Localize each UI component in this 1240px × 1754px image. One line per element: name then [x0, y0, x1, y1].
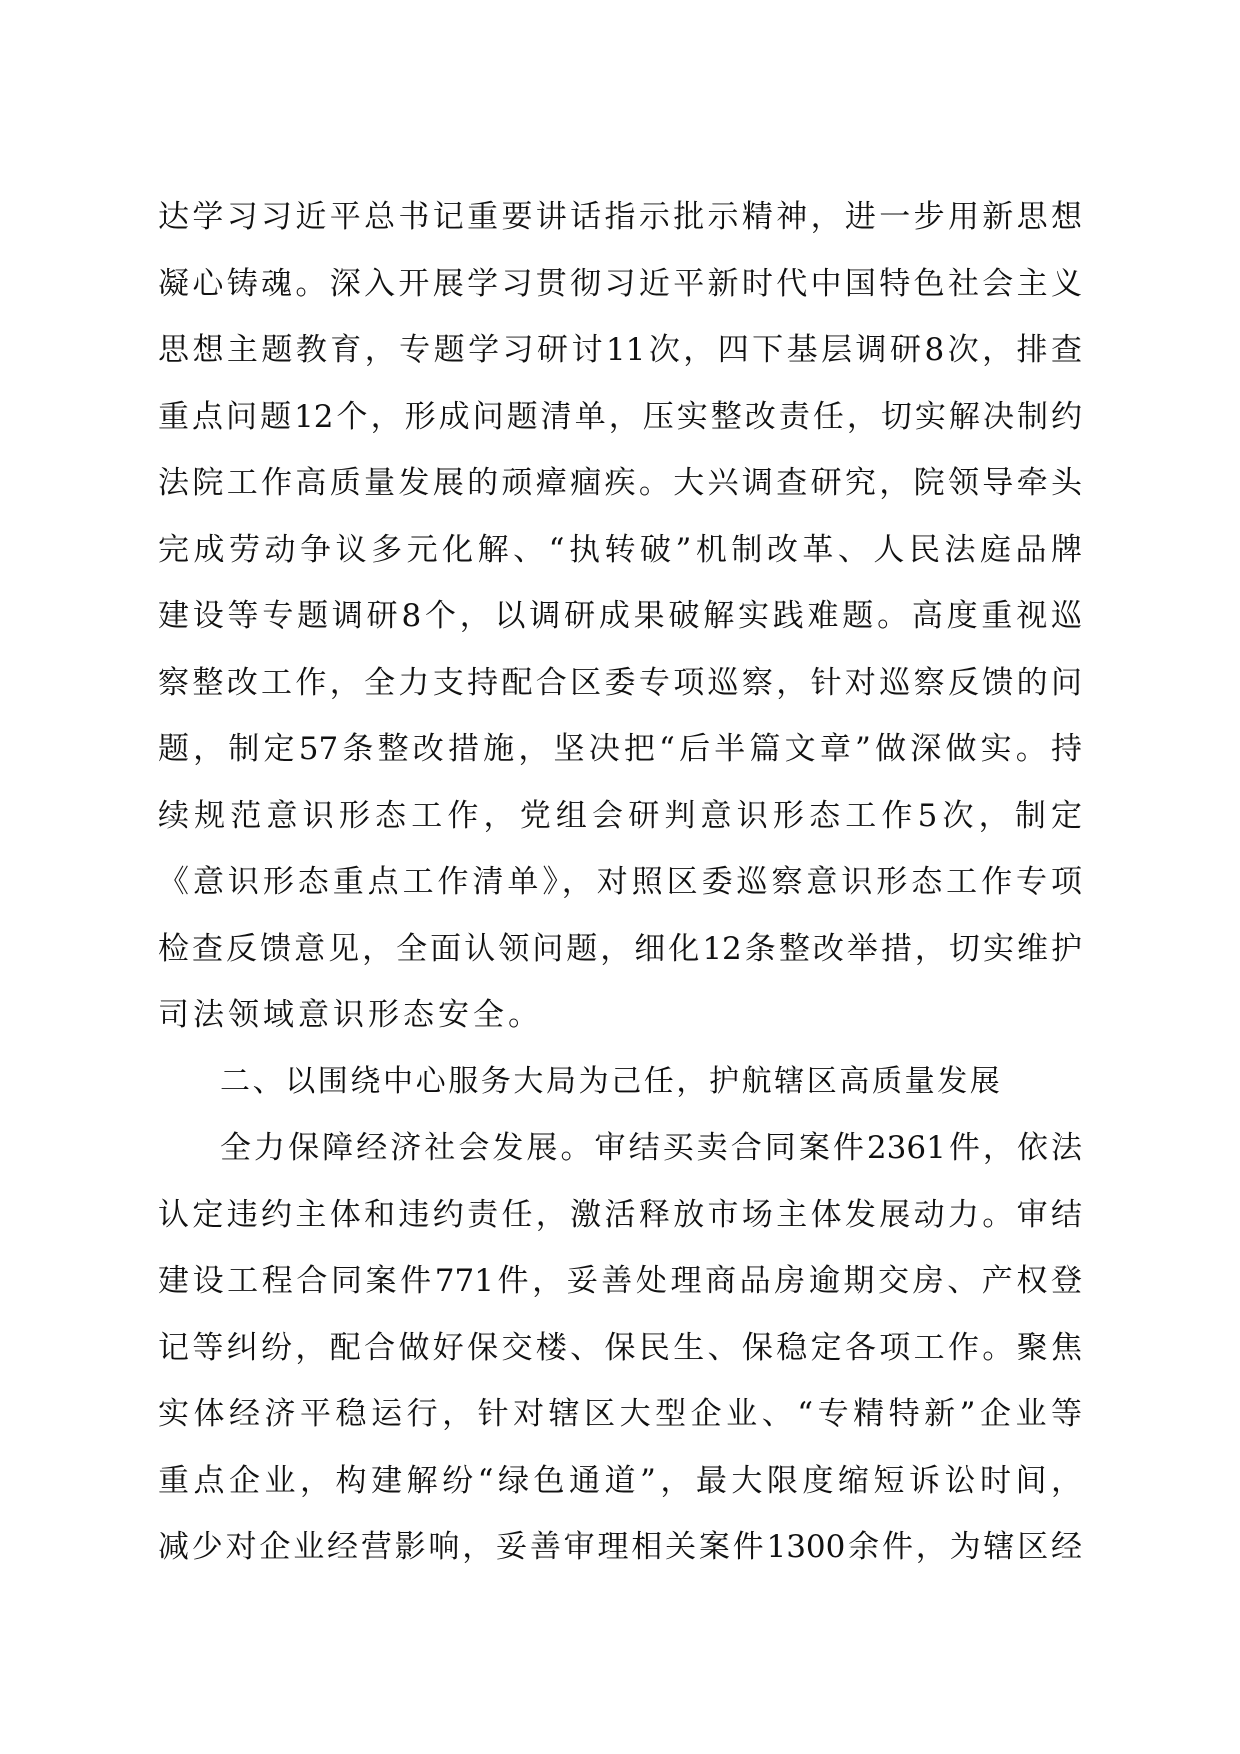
paragraph-1-line: 达学习习近平总书记重要讲话指示批示精神，进一步用新思想	[158, 199, 1082, 235]
paragraph-1-line: 续规范意识形态工作，党组会研判意识形态工作5次，制定	[158, 797, 1082, 834]
paragraph-1-line: 完成劳动争议多元化解、“执转破”机制改革、人民法庭品牌	[158, 531, 1082, 568]
paragraph-2-line: 建设工程合同案件771件，妥善处理商品房逾期交房、产权登	[158, 1263, 1082, 1299]
paragraph-2-line: 重点企业，构建解纷“绿色通道”，最大限度缩短诉讼时间，	[158, 1462, 1082, 1499]
paragraph-1-line: 司法领域意识形态安全。	[158, 997, 543, 1033]
paragraph-1-line: 思想主题教育，专题学习研讨11次，四下基层调研8次，排查	[158, 332, 1082, 368]
paragraph-1-line: 《意识形态重点工作清单》，对照区委巡察意识形态工作专项	[158, 864, 1082, 900]
paragraph-1-line: 建设等专题调研8个，以调研成果破解实践难题。高度重视巡	[158, 598, 1082, 634]
paragraph-1-line: 凝心铸魂。深入开展学习贯彻习近平新时代中国特色社会主义	[158, 265, 1082, 302]
paragraph-2-line: 记等纠纷，配合做好保交楼、保民生、保稳定各项工作。聚焦	[158, 1329, 1082, 1366]
paragraph-2-line: 实体经济平稳运行，针对辖区大型企业、“专精特新”企业等	[158, 1396, 1082, 1432]
paragraph-1-line: 察整改工作，全力支持配合区委专项巡察，针对巡察反馈的问	[158, 664, 1082, 701]
section-heading: 二、以围绕中心服务大局为己任，护航辖区高质量发展	[220, 1063, 1003, 1099]
paragraph-1-line: 题，制定57条整改措施，坚决把“后半篇文章”做深做实。持	[158, 731, 1082, 767]
paragraph-1-line: 检查反馈意见，全面认领问题，细化12条整改举措，切实维护	[158, 930, 1082, 967]
paragraph-1-line: 法院工作高质量发展的顽瘴痼疾。大兴调查研究，院领导牵头	[158, 465, 1082, 501]
paragraph-2-line: 减少对企业经营影响，妥善审理相关案件1300余件，为辖区经	[158, 1529, 1082, 1565]
paragraph-2-line: 认定违约主体和违约责任，激活释放市场主体发展动力。审结	[158, 1196, 1082, 1233]
document-body	[158, 184, 1082, 1581]
paragraph-1-line: 重点问题12个，形成问题清单，压实整改责任，切实解决制约	[158, 398, 1082, 435]
paragraph-2-line: 全力保障经济社会发展。审结买卖合同案件2361件，依法	[220, 1130, 1082, 1166]
